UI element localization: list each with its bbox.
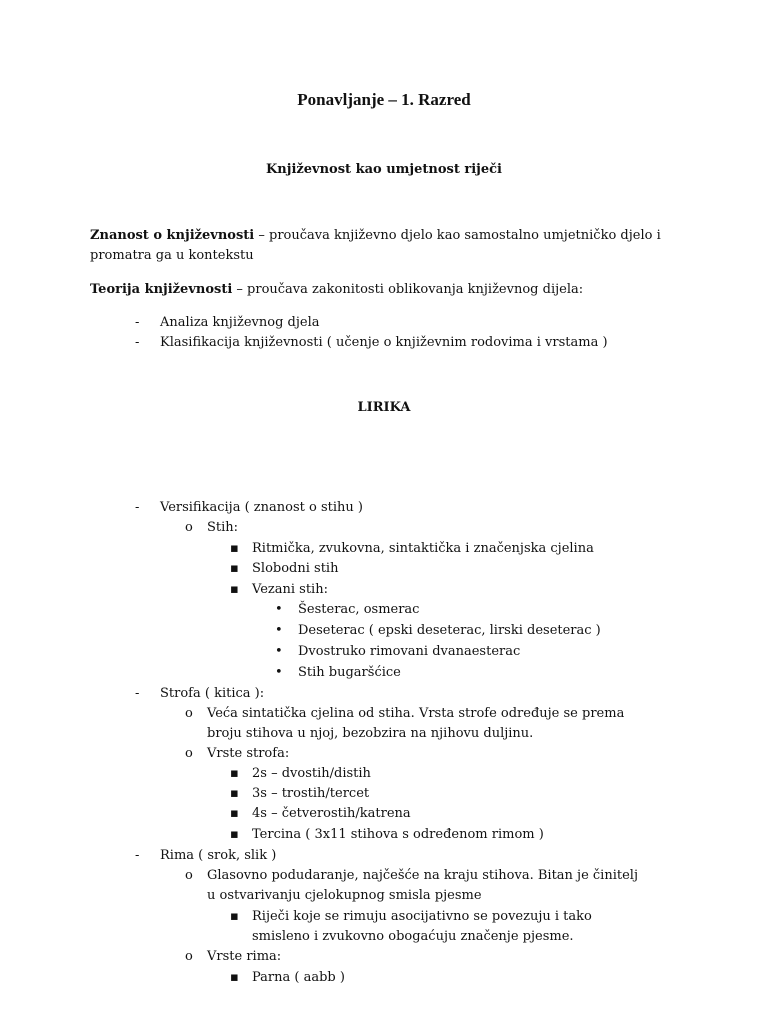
list-item: Slobodni stih — [252, 561, 339, 576]
section-subtitle: Književnost kao umjetnost riječi — [266, 162, 502, 177]
list-item: Šesterac, osmerac — [298, 602, 420, 617]
dash-marker: - — [135, 315, 140, 330]
list-item: Stih bugaršćice — [298, 665, 401, 680]
square-marker: ▪ — [230, 806, 239, 821]
square-marker: ▪ — [230, 970, 239, 985]
circle-marker: o — [185, 520, 193, 535]
list-item: Parna ( aabb ) — [252, 970, 345, 985]
bullet-marker: • — [275, 665, 283, 680]
circle-marker: o — [185, 706, 193, 721]
square-marker: ▪ — [230, 909, 239, 924]
znanost-paragraph — [90, 226, 690, 266]
list-item: Riječi koje se rimuju asocijativno se povezuju i tako smisleno i zvukovno obogaćuju značenje pjesme. — [252, 909, 592, 944]
list-item: Vrste rima: — [207, 949, 282, 964]
list-item: Analiza književnog djela — [160, 315, 320, 330]
list-item: Dvostruko rimovani dvanaesterac — [298, 644, 521, 659]
bullet-marker: • — [275, 602, 283, 617]
list-item: Veća sintatička cjelina od stiha. Vrsta strofe određuje se prema broju stihova u njoj, bezobzira na njihovu duljinu. — [207, 706, 625, 741]
list-item: Vezani stih: — [252, 582, 328, 597]
circle-marker: o — [185, 949, 193, 964]
list-item: Rima ( srok, slik ) — [160, 848, 277, 863]
square-marker: ▪ — [230, 582, 239, 597]
bullet-marker: • — [275, 644, 283, 659]
list-item: Glasovno podudaranje, najčešće na kraju stihova. Bitan je činitelj u ostvarivanju cjelokupnog smisla pjesme — [207, 868, 638, 903]
dash-marker: - — [135, 686, 140, 701]
lirika-heading: LIRIKA — [357, 400, 411, 415]
teorija-paragraph — [90, 280, 690, 300]
list-item: 2s – dvostih/distih — [252, 766, 371, 781]
square-marker: ▪ — [230, 766, 239, 781]
list-item: Tercina ( 3x11 stihova s određenom rimom ) — [252, 827, 544, 842]
list-item: Klasifikacija književnosti ( učenje o književnim rodovima i vrstama ) — [160, 335, 608, 350]
list-item: 3s – trostih/tercet — [252, 786, 370, 801]
list-item: Ritmička, zvukovna, sintaktička i značenjska cjelina — [252, 541, 594, 556]
list-item: Strofa ( kitica ): — [160, 686, 265, 701]
list-item: Versifikacija ( znanost o stihu ) — [160, 500, 363, 515]
circle-marker: o — [185, 868, 193, 883]
list-item: Stih: — [207, 520, 239, 535]
znanost-text: – proučava književno djelo kao samostalno umjetničko djelo i promatra ga u kontekstu — [90, 228, 661, 263]
list-item: 4s – četverostih/katrena — [252, 806, 411, 821]
page-title: Ponavljanje – 1. Razred — [297, 90, 471, 109]
square-marker: ▪ — [230, 827, 239, 842]
list-item: Deseterac ( epski deseterac, lirski deseterac ) — [298, 623, 601, 638]
dash-marker: - — [135, 848, 140, 863]
teorija-text: – proučava zakonitosti oblikovanja književnog dijela: — [232, 282, 584, 297]
square-marker: ▪ — [230, 561, 239, 576]
dash-marker: - — [135, 500, 140, 515]
dash-marker: - — [135, 335, 140, 350]
square-marker: ▪ — [230, 786, 239, 801]
square-marker: ▪ — [230, 541, 239, 556]
list-item: Vrste strofa: — [207, 746, 290, 761]
circle-marker: o — [185, 746, 193, 761]
znanost-term: Znanost o književnosti — [90, 228, 255, 243]
bullet-marker: • — [275, 623, 283, 638]
teorija-term: Teorija književnosti — [90, 282, 233, 297]
